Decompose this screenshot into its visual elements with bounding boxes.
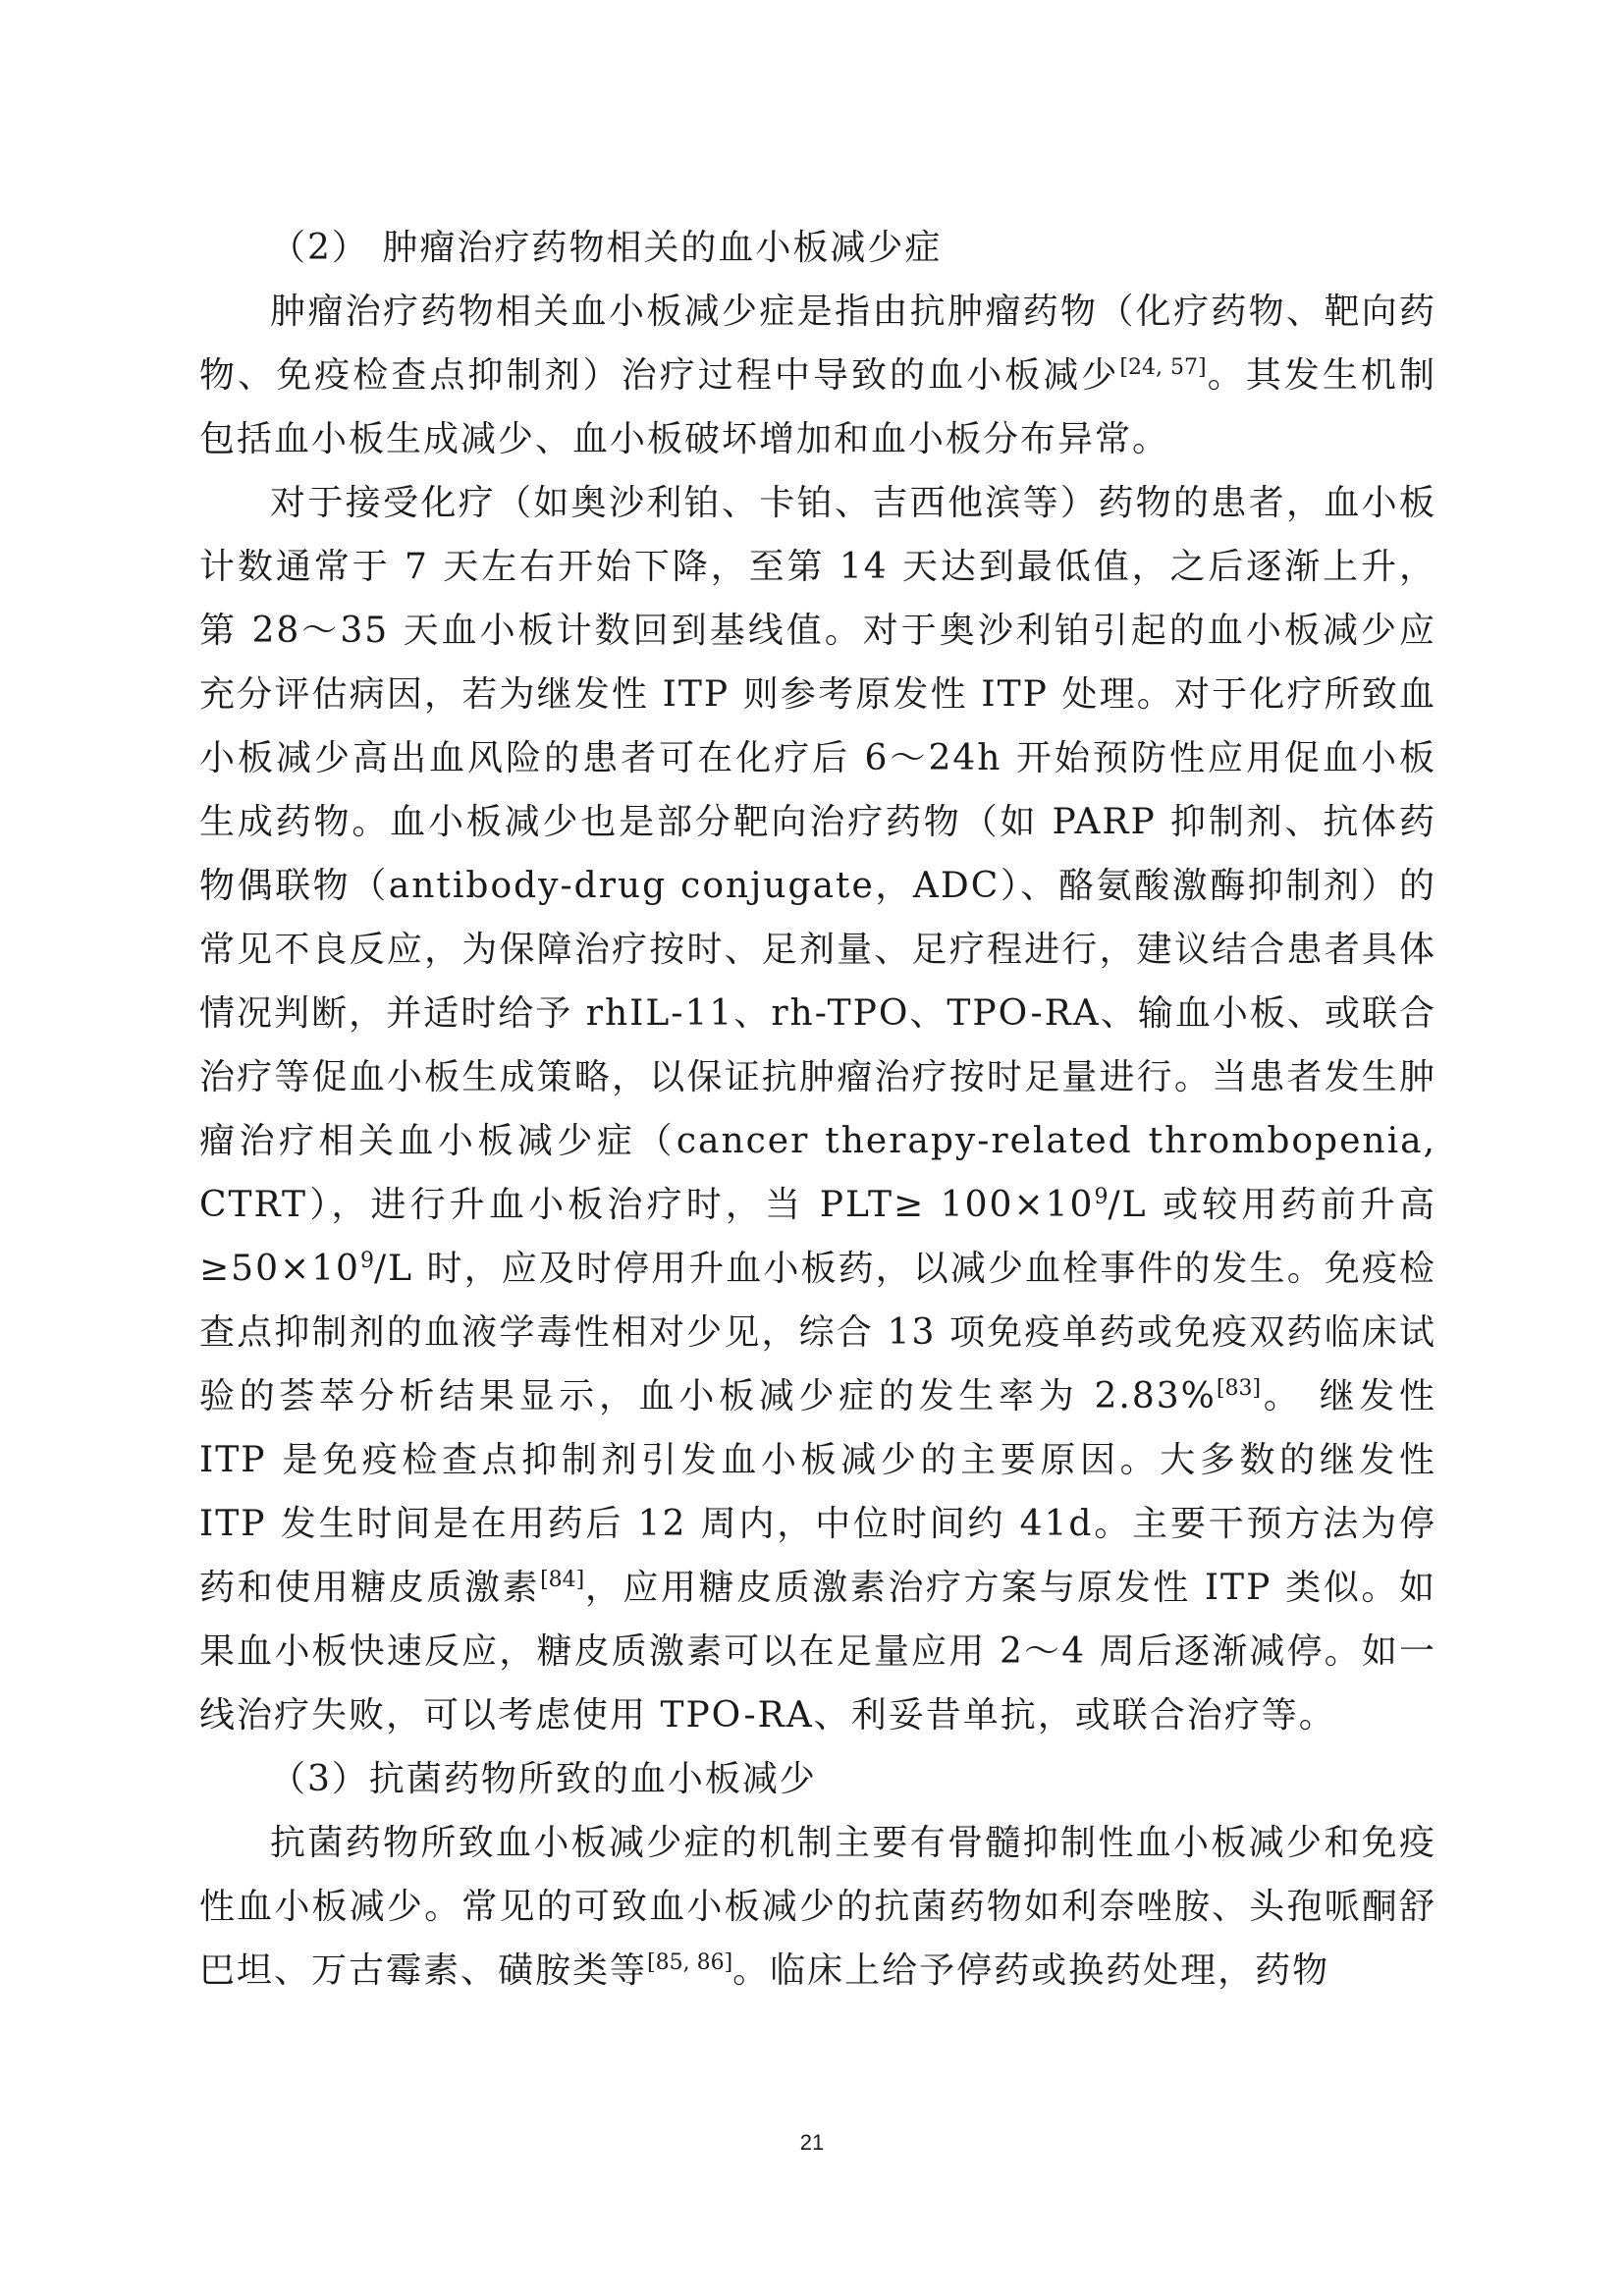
paragraph-chemotherapy (199, 471, 1436, 1747)
section-heading-2: （2） 肿瘤治疗药物相关的血小板减少症 (270, 228, 943, 268)
document-body (199, 216, 1436, 2002)
paragraph-text: 。其发生机制包括血小板生成减少、血小板破坏增加和血小板分布异常。 (199, 355, 1436, 459)
page-number: 21 (799, 2130, 825, 2155)
citation-ref: [83] (1216, 1376, 1262, 1401)
paragraph-text: 对于接受化疗（如奥沙利铂、卡铂、吉西他滨等）药物的患者，血小板计数通常于 7 天左右开始下降，至第 14 天达到最低值，之后逐渐上升，第 28～35 天血小板计数回到基线值。对于奥沙利铂引起的血小板减少应充分评估病因，若为继发性 ITP 则参考原发性 ITP 处理。对于化疗所致血小板减少高出血风险的患者可在化疗后 6～24h 开始预防性应用促血小板生成药物。血小板减少也是部分靶向治疗药物（如 PARP 抑制剂、抗体药物偶联物（antibody-drug conjugate，ADC）、酪氨酸激酶抑制剂）的常见不良反应，为保障治疗按时、足剂量、足疗程进行，建议结合患者具体情况判断，并适时给予 rhIL-11、rh-TPO、TPO-RA、输血小板、或联合治疗等促血小板生成策略，以保证抗肿瘤治疗按时足量进行。当患者发生肿瘤治疗相关血小板减少症（cancer therapy-related thrombopenia, CTRT），进行升血小板治疗时，当 PLT≥ 100×10 (199, 483, 1436, 1225)
paragraph-text: 。临床上给予停药或换药处理，药物 (732, 1950, 1330, 1991)
section-heading-3: （3）抗菌药物所致的血小板减少 (270, 1759, 817, 1799)
citation-ref: [84] (540, 1568, 585, 1592)
paragraph-text: 。 继发性 ITP 是免疫检查点抑制剂引发血小板减少的主要原因。大多数的继发性 ITP 发生时间是在用药后 12 周内，中位时间约 41d。主要干预方法为停药和使用糖皮质激素 (199, 1376, 1436, 1608)
citation-ref: [85, 86] (647, 1950, 733, 1975)
paragraph-text: /L 时，应及时停用升血小板药，以减少血栓事件的发生。免疫检查点抑制剂的血液学毒性相对少见，综合 13 项免疫单药或免疫双药临床试验的荟萃分析结果显示，血小板减少症的发生率为 2.83% (199, 1249, 1436, 1416)
exponent: 9 (1094, 1185, 1109, 1209)
paragraph-antibacterial (199, 1811, 1436, 2002)
exponent: 9 (359, 1249, 374, 1273)
paragraph-tumor-therapy-definition (199, 280, 1436, 471)
paragraph-text: /L 或较用药前升高≥50×10 (199, 1185, 1437, 1289)
paragraph-text: ，应用糖皮质激素治疗方案与原发性 ITP 类似。如果血小板快速反应，糖皮质激素可以在足量应用 2～4 周后逐渐减停。如一线治疗失败，可以考虑使用 TPO-RA、利妥昔单抗，或联合治疗等。 (199, 1568, 1436, 1735)
paragraph-text: 肿瘤治疗药物相关血小板减少症是指由抗肿瘤药物（化疗药物、靶向药物、免疫检查点抑制剂）治疗过程中导致的血小板减少 (199, 292, 1436, 396)
paragraph-text: 抗菌药物所致血小板减少症的机制主要有骨髓抑制性血小板减少和免疫性血小板减少。常见的可致血小板减少的抗菌药物如利奈唑胺、头孢哌酮舒巴坦、万古霉素、磺胺类等 (199, 1823, 1436, 1991)
citation-ref: [24, 57] (1119, 355, 1207, 380)
